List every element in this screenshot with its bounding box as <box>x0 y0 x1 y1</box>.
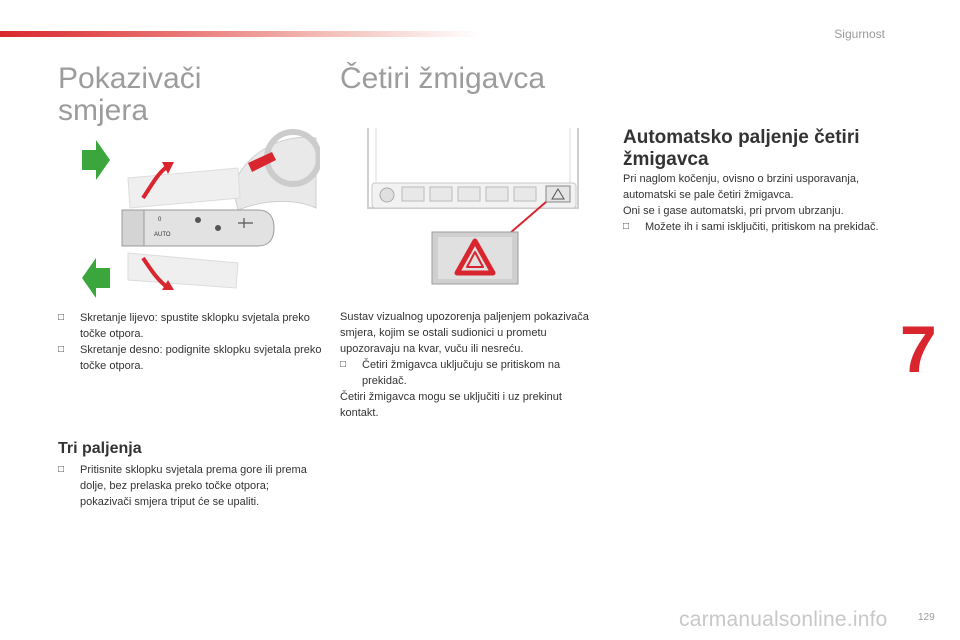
square-bullet-icon: □ <box>340 359 347 370</box>
turn-signals-instructions <box>58 310 323 374</box>
automatic-hazard-instruction <box>623 219 883 235</box>
turn-signals-title <box>58 63 298 127</box>
instruction-right-turn-text: Skretanje desno: podignite sklopku svjetala preko točke otpora. <box>80 344 322 372</box>
three-flashes-heading: Tri paljenja <box>58 440 142 457</box>
automatic-hazard-instruction-text: Možete ih i sami isključiti, pritiskom na prekidač. <box>645 221 879 233</box>
three-flashes-text <box>58 462 318 510</box>
stalk-illustration <box>58 128 320 298</box>
automatic-hazard-text <box>623 171 883 235</box>
instruction-right-turn <box>58 342 323 374</box>
hazard-intro: Sustav vizualnog upozorenja paljenjem pokazivača smjera, kojim se ostali sudionici u prometu upozoravaju na kvar, vuču ili nesreću. <box>340 311 589 355</box>
section-label: Sigurnost <box>834 27 885 41</box>
square-bullet-icon: □ <box>58 312 65 323</box>
stalk-label-auto: AUTO <box>154 232 171 238</box>
header-accent-bar <box>0 31 480 37</box>
hazard-outro: Četiri žmigavca mogu se uključiti i uz prekinut kontakt. <box>340 391 562 419</box>
hazard-lights-text <box>340 309 600 421</box>
chapter-number: 7 <box>900 312 937 386</box>
instruction-three-flashes <box>58 462 318 510</box>
watermark: carmanualsonline.info <box>679 608 888 631</box>
instruction-left-turn <box>58 310 323 342</box>
square-bullet-icon: □ <box>58 464 65 475</box>
page-number: 129 <box>918 612 935 623</box>
automatic-hazard-para1: Pri naglom kočenju, ovisno o brzini usporavanja, automatski se pale četiri žmigavca. <box>623 173 860 201</box>
automatic-hazard-para2: Oni se i gase automatski, pri prvom ubrzanju. <box>623 205 844 217</box>
square-bullet-icon: □ <box>58 344 65 355</box>
dashboard-illustration <box>362 128 584 288</box>
turn-signals-title-line1: Pokazivači <box>58 62 202 95</box>
instruction-three-flashes-text: Pritisnite sklopku svjetala prema gore ili prema dolje, bez prelaska preko točke otpora; pokazivači smjera triput će se upaliti. <box>80 464 307 508</box>
stalk-label-zero: 0 <box>158 217 162 223</box>
square-bullet-icon: □ <box>623 221 630 232</box>
hazard-lights-title: Četiri žmigavca <box>340 62 546 95</box>
turn-signals-title-line2: smjera <box>58 94 149 127</box>
automatic-hazard-heading: Automatsko paljenje četiri žmigavca <box>623 127 860 170</box>
instruction-left-turn-text: Skretanje lijevo: spustite sklopku svjetala preko točke otpora. <box>80 312 310 340</box>
hazard-instruction-text: Četiri žmigavca uključuju se pritiskom na prekidač. <box>362 359 561 387</box>
hazard-instruction <box>340 357 600 389</box>
